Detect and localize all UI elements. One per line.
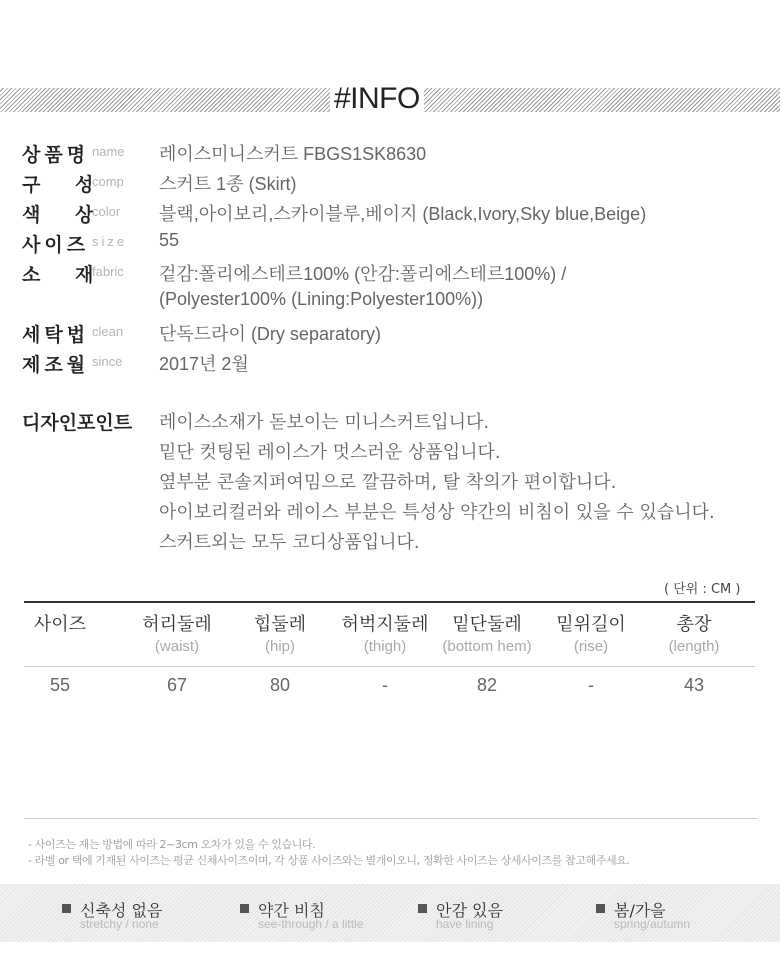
table-header-thigh-en: (thigh) — [363, 638, 407, 655]
square-bullet-icon — [62, 904, 71, 913]
feature-subtitle: have lining — [436, 917, 494, 931]
info-label: 구 성 — [22, 174, 94, 196]
info-label: 제조월 — [22, 354, 90, 376]
feature-title: 약간 비침 — [258, 901, 325, 920]
square-bullet-icon — [240, 904, 249, 913]
design-point-line: 옆부분 콘솔지퍼여밈으로 깔끔하며, 탈 착의가 편이합니다. — [159, 472, 617, 493]
feature-subtitle: see-through / a little — [258, 917, 364, 931]
table-top-border — [24, 601, 755, 603]
info-value: 2017년 2월 — [159, 354, 249, 374]
table-cell-rise: - — [588, 675, 594, 695]
info-sub-label: fabric — [92, 264, 124, 279]
table-cell-waist: 67 — [166, 675, 188, 695]
info-label: 세탁법 — [22, 324, 90, 346]
table-header-rise: 밑위길이 — [556, 614, 626, 635]
table-cell-size: 55 — [49, 675, 71, 695]
design-point-line: 밑단 컷팅된 레이스가 멋스러운 상품입니다. — [159, 442, 501, 463]
table-divider — [24, 666, 755, 667]
table-cell-length: 43 — [683, 675, 705, 695]
info-label: 사이즈 — [22, 234, 90, 256]
info-sub-label: name — [92, 144, 125, 159]
table-header-hip-en: (hip) — [264, 638, 295, 655]
info-sub-label: comp — [92, 174, 124, 189]
info-title: #INFO — [330, 82, 424, 116]
design-point-line: 레이스소재가 돋보이는 미니스커트입니다. — [159, 412, 490, 433]
table-header-bottom-hem: 밑단둘레 — [452, 614, 522, 635]
info-value: 겉감:폴리에스테르100% (안감:폴리에스테르100%) / — [159, 264, 567, 284]
info-label: 색 상 — [22, 204, 94, 226]
table-header-rise-en: (rise) — [573, 638, 609, 655]
info-sub-label: size — [92, 234, 128, 249]
info-value: 단독드라이 (Dry separatory) — [159, 324, 381, 344]
table-cell-thigh: - — [382, 675, 388, 695]
table-header-thigh: 허벅지둘레 — [341, 614, 429, 635]
info-sub-label: color — [92, 204, 121, 219]
table-header-bottom-hem-en: (bottom hem) — [442, 638, 532, 655]
design-point-label: 디자인포인트 — [22, 412, 133, 434]
feature-subtitle: spring/autumn — [614, 917, 691, 931]
design-point-line: 아이보리컬러와 레이스 부분은 특성상 약간의 비침이 있을 수 있습니다. — [159, 502, 715, 523]
table-cell-hip: 80 — [269, 675, 291, 695]
info-value: 55 — [159, 230, 180, 250]
table-header-waist-en: (waist) — [154, 638, 200, 655]
table-header-length-en: (length) — [668, 638, 720, 655]
size-unit: ( 단위 : CM ) — [664, 582, 741, 597]
feature-title: 봄/가을 — [614, 901, 666, 920]
info-label: 소 재 — [22, 264, 94, 286]
info-sub-label: clean — [92, 324, 124, 339]
feature-title: 신축성 없음 — [80, 901, 163, 920]
table-header-waist: 허리둘레 — [142, 614, 212, 635]
table-header-length: 총장 — [676, 614, 712, 635]
notes-divider — [24, 818, 757, 819]
table-cell-bottom-hem: 82 — [476, 675, 498, 695]
info-label: 상품명 — [22, 144, 90, 166]
design-point-line: 스커트외는 모두 코디상품입니다. — [159, 532, 420, 553]
size-note: - 사이즈는 재는 방법에 따라 2~3cm 오차가 있을 수 있습니다. — [28, 838, 316, 851]
info-value: 레이스미니스커트 FBGS1SK8630 — [159, 144, 427, 164]
table-header-hip: 힙둘레 — [253, 614, 307, 635]
square-bullet-icon — [596, 904, 605, 913]
table-header-size: 사이즈 — [33, 614, 87, 635]
feature-title: 안감 있음 — [436, 901, 503, 920]
size-note: - 라벨 or 택에 기재된 사이즈는 평균 신체사이즈이며, 각 상품 사이즈와는 별개이오니, 정확한 사이즈는 상세사이즈를 참고해주세요. — [28, 854, 630, 867]
info-sub-label: since — [92, 354, 123, 369]
info-value: 블랙,아이보리,스카이블루,베이지 (Black,Ivory,Sky blue,Beige) — [159, 204, 647, 224]
feature-subtitle: stretchy / none — [80, 917, 159, 931]
info-value: 스커트 1종 (Skirt) — [159, 174, 297, 194]
square-bullet-icon — [418, 904, 427, 913]
info-value-line2: (Polyester100% (Lining:Polyester100%)) — [159, 289, 484, 309]
